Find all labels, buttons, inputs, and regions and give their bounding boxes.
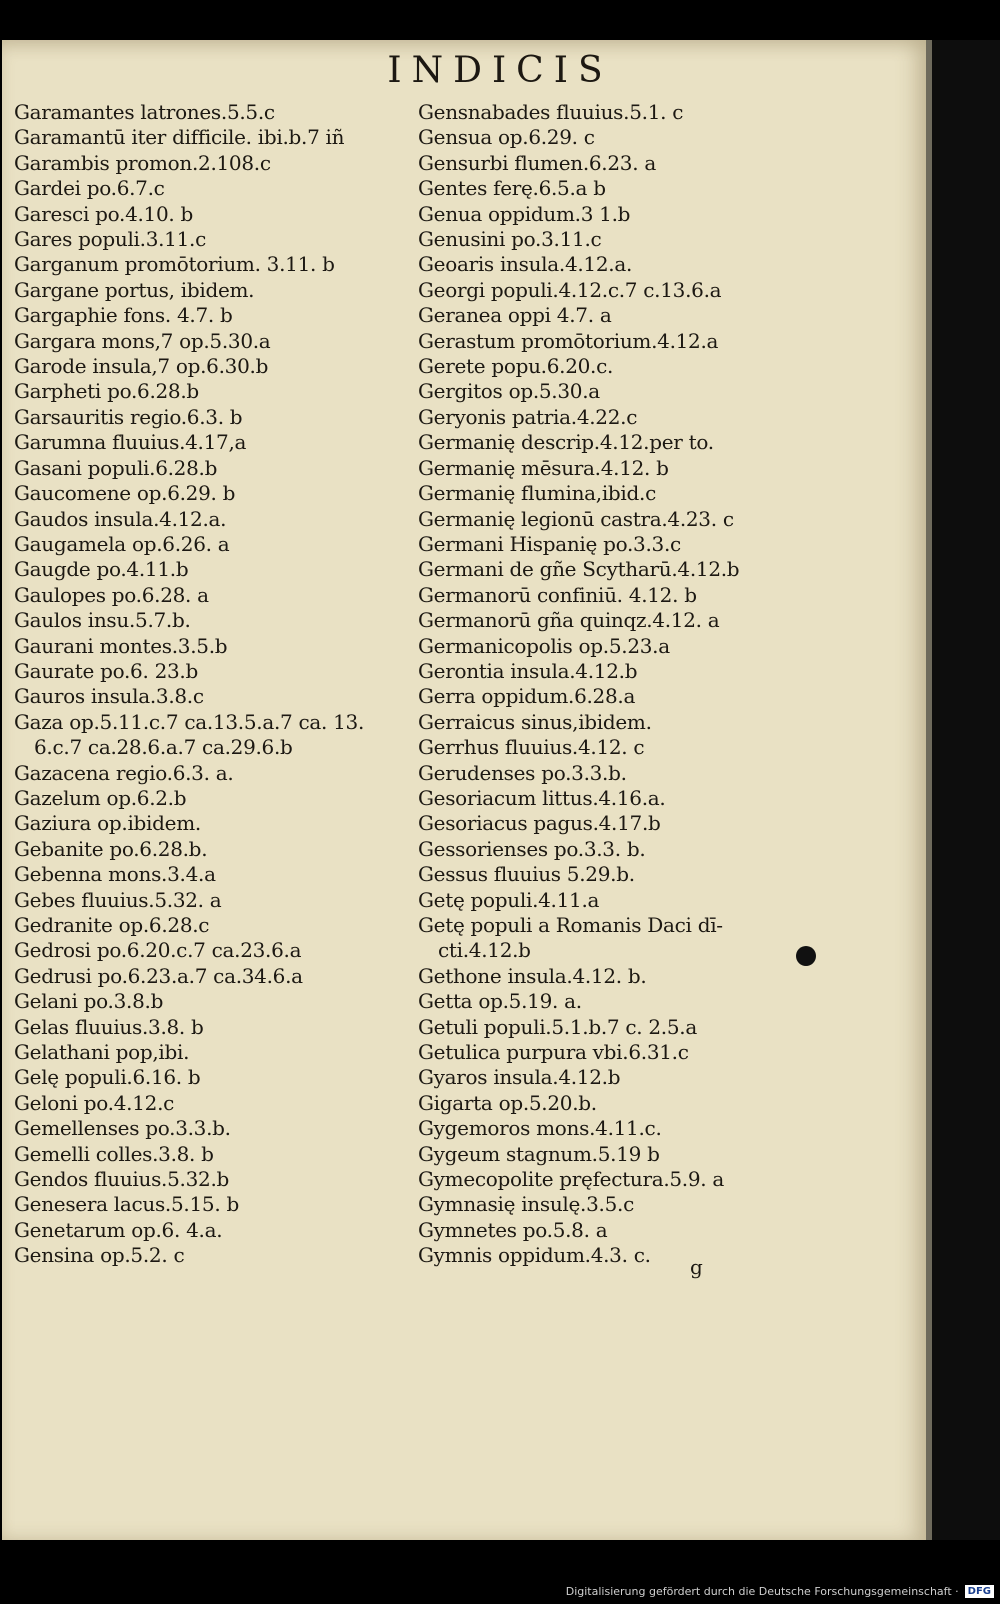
index-entry: Gazelum op.6.2.b [14, 785, 187, 810]
index-entry: Gedranite op.6.28.c [14, 913, 210, 937]
index-entry: Gebenna mons.3.4.a [14, 862, 216, 887]
index-entry: Gerete popu.6.20.c. [418, 354, 614, 379]
index-entry: Geoaris insula.4.12.a. [418, 252, 633, 277]
index-column-left [14, 100, 414, 1269]
index-entry: Gessorienses po.3.3. b. [418, 836, 646, 861]
index-entry: Gyaros insula.4.12.b [418, 1065, 621, 1090]
index-entry: Garganum promōtorium. 3.11. b [14, 252, 335, 277]
index-entry: Gerudenses po.3.3.b. [418, 760, 627, 785]
index-entry: Gelathani pop,ibi. [14, 1040, 190, 1065]
index-entry: Garsauritis regio.6.3. b [14, 404, 243, 429]
index-entry: cti.4.12.b [438, 938, 531, 963]
index-entry: Getuli populi.5.1.b.7 c. 2.5.a [418, 1014, 697, 1039]
index-entry: Gaulopes po.6.28. a [14, 582, 209, 607]
index-entry: Geranea oppi 4.7. a [418, 303, 612, 328]
index-entry: Gaurani montes.3.5.b [14, 633, 228, 658]
index-entry: Gensua op.6.29. c [418, 125, 595, 150]
index-entry: Gasani populi.6.28.b [14, 455, 218, 480]
index-entry: Gazacena regio.6.3. a. [14, 760, 234, 785]
index-entry: Gardei po.6.7.c [14, 176, 165, 201]
index-entry: Germanię legionū castra.4.23. c [418, 506, 734, 531]
dfg-logo[interactable]: DFG [965, 1585, 994, 1598]
index-entry: Gelę populi.6.16. b [14, 1065, 201, 1090]
page-title: INDICIS [387, 50, 613, 91]
index-entry: Gerastum promōtorium.4.12.a [418, 328, 719, 353]
index-entry: Gesoriacum littus.4.16.a. [418, 785, 666, 810]
index-entry: Gerrhus fluuius.4.12. c [418, 735, 645, 760]
index-entry: Garamantū iter difficile. ibi.b.7 iñ [14, 125, 345, 150]
index-entry: Gebes fluuius.5.32. a [14, 887, 222, 912]
index-entry: Garambis promon.2.108.c [14, 150, 271, 175]
index-entry: Gaudos insula.4.12.a. [14, 506, 227, 531]
index-entry: Gesoriacus pagus.4.17.b [418, 811, 661, 836]
index-entry: Gensina op.5.2. c [14, 1243, 185, 1268]
index-entry: Gygemoros mons.4.11.c. [418, 1116, 662, 1141]
index-entry: Gedrusi po.6.23.a.7 ca.34.6.a [14, 963, 303, 988]
index-entry: Germani de gñe Scytharū.4.12.b [418, 557, 740, 582]
index-entry: Genetarum op.6. 4.a. [14, 1217, 223, 1242]
index-entry: Gygeum stagnum.5.19 b [418, 1141, 660, 1166]
index-entry: Gelas fluuius.3.8. b [14, 1014, 204, 1039]
index-entry: Gergitos op.5.30.a [418, 379, 600, 404]
index-entry: Geloni po.4.12.c [14, 1090, 175, 1115]
index-entry: Gymnetes po.5.8. a [418, 1217, 608, 1242]
index-entry: Getę populi a Romanis Daci dī- [418, 913, 723, 937]
index-entry: Gensnabades fluuius.5.1. c [418, 100, 684, 124]
index-entry: Garode insula,7 op.6.30.b [14, 354, 269, 379]
index-entry: Germani Hispanię po.3.3.c [418, 531, 681, 556]
index-entry: 6.c.7 ca.28.6.a.7 ca.29.6.b [34, 735, 293, 760]
index-entry: Gymnis oppidum.4.3. c. [418, 1243, 651, 1268]
index-entry: Garumna fluuius.4.17,a [14, 430, 247, 455]
index-entry: Gendos fluuius.5.32.b [14, 1167, 230, 1192]
index-entry: Georgi populi.4.12.c.7 c.13.6.a [418, 277, 722, 302]
index-entry: Gessus fluuius 5.29.b. [418, 862, 635, 887]
index-entry: Gentes ferę.6.5.a b [418, 176, 606, 201]
index-entry: Getę populi.4.11.a [418, 887, 600, 912]
index-entry: Gaugamela op.6.26. a [14, 531, 230, 556]
index-entry: Gaucomene op.6.29. b [14, 481, 236, 506]
index-entry: Gymecopolite pręfectura.5.9. a [418, 1167, 725, 1192]
index-entry: Garamantes latrones.5.5.c [14, 100, 275, 124]
index-entry: Gebanite po.6.28.b. [14, 836, 208, 861]
index-entry: Gargane portus, ibidem. [14, 277, 255, 302]
index-entry: Genusini po.3.11.c [418, 227, 602, 252]
index-entry: Gaulos insu.5.7.b. [14, 608, 191, 633]
index-entry: Gaziura op.ibidem. [14, 811, 201, 836]
index-entry: Getulica purpura vbi.6.31.c [418, 1040, 689, 1065]
index-entry: Gargaphie fons. 4.7. b [14, 303, 233, 328]
index-entry: Gymnasię insulę.3.5.c [418, 1192, 634, 1217]
index-column-right [418, 100, 818, 1269]
index-entry: Garpheti po.6.28.b [14, 379, 199, 404]
index-entry: Genua oppidum.3 1.b [418, 201, 631, 226]
index-entry: Gedrosi po.6.20.c.7 ca.23.6.a [14, 938, 302, 963]
credit-text: Digitalisierung gefördert durch die Deutsche Forschungsgemeinschaft · [565, 1585, 959, 1598]
index-entry: Garesci po.4.10. b [14, 201, 194, 226]
index-entry: Gensurbi flumen.6.23. a [418, 150, 656, 175]
index-entry: Gauros insula.3.8.c [14, 684, 204, 709]
index-entry: Getta op.5.19. a. [418, 989, 582, 1014]
index-entry: Gerra oppidum.6.28.a [418, 684, 636, 709]
ink-blot [796, 946, 816, 966]
index-entry: Genesera lacus.5.15. b [14, 1192, 239, 1217]
index-entry: Gaugde po.4.11.b [14, 557, 189, 582]
index-entry: Gelani po.3.8.b [14, 989, 164, 1014]
index-entry: Gerontia insula.4.12.b [418, 658, 638, 683]
index-entry: Germanicopolis op.5.23.a [418, 633, 670, 658]
index-entry: Germanorū gña quinqz.4.12. a [418, 608, 720, 633]
signature-mark: g [690, 1255, 703, 1279]
index-entry: Gemellenses po.3.3.b. [14, 1116, 231, 1141]
index-entry: Gargara mons,7 op.5.30.a [14, 328, 271, 353]
index-entry: Gaurate po.6. 23.b [14, 658, 198, 683]
scan-margin [932, 40, 1000, 1540]
index-entry: Gemelli colles.3.8. b [14, 1141, 214, 1166]
index-entry: Germanorū confiniū. 4.12. b [418, 582, 697, 607]
index-entry: Gigarta op.5.20.b. [418, 1090, 597, 1115]
index-entry: Gethone insula.4.12. b. [418, 963, 647, 988]
index-entry: Gerraicus sinus,ibidem. [418, 709, 652, 734]
index-entry: Gares populi.3.11.c [14, 227, 206, 252]
index-entry: Germanię descrip.4.12.per to. [418, 430, 714, 455]
index-entry: Germanię mēsura.4.12. b [418, 455, 669, 480]
digitization-credit [566, 1585, 994, 1598]
index-entry: Geryonis patria.4.22.c [418, 404, 638, 429]
index-entry: Germanię flumina,ibid.c [418, 481, 656, 506]
index-entry: Gaza op.5.11.c.7 ca.13.5.a.7 ca. 13. [14, 709, 365, 734]
